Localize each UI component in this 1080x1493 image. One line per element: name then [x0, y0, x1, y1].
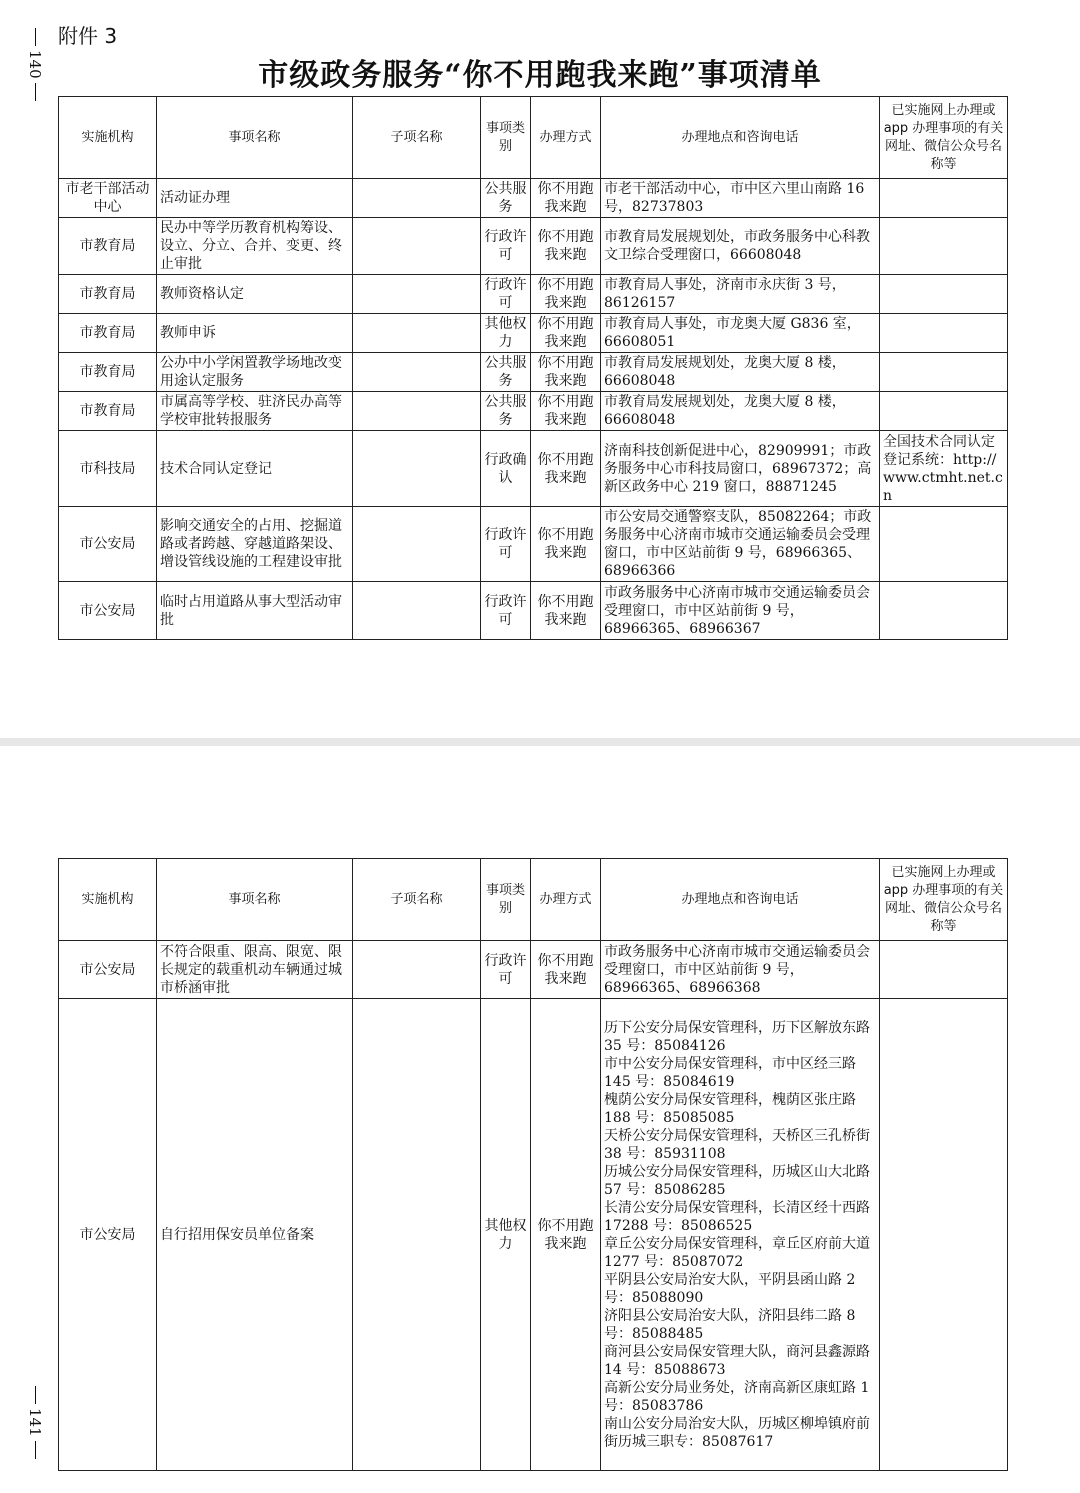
header-agency: 实施机构 — [59, 859, 157, 941]
location-entry: 章丘公安分局保安管理科，章丘区府前大道 1277 号：85087072 — [604, 1235, 870, 1270]
cell-item: 活动证办理 — [157, 179, 353, 218]
cell-method: 你不用跑我来跑 — [531, 999, 601, 1471]
cell-category: 公共服务 — [481, 179, 531, 218]
cell-location: 市教育局发展规划处，市政务服务中心科教文卫综合受理窗口，66608048 — [601, 218, 880, 275]
header-subitem-name: 子项名称 — [353, 859, 481, 941]
header-category: 事项类别 — [481, 859, 531, 941]
cell-agency: 市科技局 — [59, 431, 157, 507]
cell-online — [880, 179, 1008, 218]
location-entry: 天桥公安分局保安管理科，天桥区三孔桥街 38 号：85931108 — [604, 1127, 870, 1162]
cell-sub — [353, 941, 481, 999]
cell-method: 你不用跑我来跑 — [531, 275, 601, 314]
cell-method: 你不用跑我来跑 — [531, 218, 601, 275]
cell-item: 技术合同认定登记 — [157, 431, 353, 507]
header-agency: 实施机构 — [59, 97, 157, 179]
cell-agency: 市教育局 — [59, 353, 157, 392]
cell-online — [880, 353, 1008, 392]
cell-location: 市教育局人事处，济南市永庆街 3 号，86126157 — [601, 275, 880, 314]
cell-sub — [353, 353, 481, 392]
cell-location: 市教育局发展规划处，龙奥大厦 8 楼，66608048 — [601, 392, 880, 431]
cell-agency: 市公安局 — [59, 941, 157, 999]
cell-location: 市政务服务中心济南市城市交通运输委员会受理窗口，市中区站前街 9 号，68966365、68966368 — [601, 941, 880, 999]
cell-agency: 市公安局 — [59, 999, 157, 1471]
cell-category: 其他权力 — [481, 314, 531, 353]
cell-item: 教师申诉 — [157, 314, 353, 353]
cell-method: 你不用跑我来跑 — [531, 392, 601, 431]
cell-location: 市教育局人事处，市龙奥大厦 G836 室，66608051 — [601, 314, 880, 353]
cell-online: 全国技术合同认定登记系统：http://www.ctmht.net.cn — [880, 431, 1008, 507]
cell-agency: 市教育局 — [59, 314, 157, 353]
header-online-service: 已实施网上办理或app 办理事项的有关网址、微信公众号名称等 — [880, 859, 1008, 941]
cell-online — [880, 507, 1008, 582]
cell-location: 市教育局发展规划处，龙奥大厦 8 楼，66608048 — [601, 353, 880, 392]
items-table-continued — [58, 858, 1008, 1471]
cell-online — [880, 218, 1008, 275]
table-row — [59, 275, 1008, 314]
cell-item: 民办中等学历教育机构筹设、设立、分立、合并、变更、终止审批 — [157, 218, 353, 275]
location-entry: 历城公安分局保安管理科，历城区山大北路 57 号：85086285 — [604, 1163, 870, 1198]
header-item-name: 事项名称 — [157, 97, 353, 179]
table-row — [59, 582, 1008, 640]
page-separator — [0, 738, 1080, 746]
page-number-text: 140 — [26, 50, 44, 79]
cell-online — [880, 999, 1008, 1471]
table-row — [59, 179, 1008, 218]
cell-sub — [353, 179, 481, 218]
cell-method: 你不用跑我来跑 — [531, 314, 601, 353]
cell-agency: 市公安局 — [59, 582, 157, 640]
cell-category: 公共服务 — [481, 392, 531, 431]
header-online-service: 已实施网上办理或app 办理事项的有关网址、微信公众号名称等 — [880, 97, 1008, 179]
table-row — [59, 431, 1008, 507]
location-entry: 槐荫公安分局保安管理科，槐荫区张庄路 188 号：85085085 — [604, 1091, 856, 1126]
cell-online — [880, 392, 1008, 431]
cell-item: 影响交通安全的占用、挖掘道路或者跨越、穿越道路架设、增设管线设施的工程建设审批 — [157, 507, 353, 582]
location-entry: 济阳县公安局治安大队，济阳县纬二路 8 号：85088485 — [604, 1307, 856, 1342]
cell-agency: 市老干部活动中心 — [59, 179, 157, 218]
cell-online — [880, 941, 1008, 999]
attachment-label: 附件 3 — [58, 24, 118, 48]
cell-location: 市老干部活动中心，市中区六里山南路 16 号，82737803 — [601, 179, 880, 218]
page-number — [18, 1386, 52, 1459]
header-category: 事项类别 — [481, 97, 531, 179]
cell-sub — [353, 431, 481, 507]
header-item-name: 事项名称 — [157, 859, 353, 941]
table-row — [59, 314, 1008, 353]
table-row — [59, 218, 1008, 275]
header-location-phone: 办理地点和咨询电话 — [601, 97, 880, 179]
cell-category: 行政确认 — [481, 431, 531, 507]
table-row — [59, 941, 1008, 999]
cell-sub — [353, 582, 481, 640]
location-entry: 市中公安分局保安管理科，市中区经三路 145 号：85084619 — [604, 1055, 856, 1090]
cell-method: 你不用跑我来跑 — [531, 353, 601, 392]
location-entry: 平阴县公安局治安大队，平阴县函山路 2 号：85088090 — [604, 1271, 856, 1306]
document-page-140 — [0, 0, 1080, 738]
cell-item: 公办中小学闲置教学场地改变用途认定服务 — [157, 353, 353, 392]
cell-method: 你不用跑我来跑 — [531, 507, 601, 582]
cell-location: 市公安局交通警察支队，85082264；市政务服务中心济南市城市交通运输委员会受理窗口，市中区站前街 9 号，68966365、68966366 — [601, 507, 880, 582]
cell-sub — [353, 314, 481, 353]
location-entry: 南山公安分局治安大队，历城区柳埠镇府前街历城三职专：85087617 — [604, 1415, 870, 1450]
location-entry: 高新公安分局业务处，济南高新区康虹路 1 号：85083786 — [604, 1379, 870, 1414]
cell-online — [880, 582, 1008, 640]
document-title: 市级政务服务“你不用跑我来跑”事项清单 — [258, 58, 822, 93]
cell-online — [880, 314, 1008, 353]
cell-item: 教师资格认定 — [157, 275, 353, 314]
cell-agency: 市教育局 — [59, 392, 157, 431]
cell-agency: 市教育局 — [59, 275, 157, 314]
cell-sub — [353, 507, 481, 582]
table-row — [59, 392, 1008, 431]
cell-category: 其他权力 — [481, 999, 531, 1471]
cell-method: 你不用跑我来跑 — [531, 582, 601, 640]
header-method: 办理方式 — [531, 97, 601, 179]
cell-category: 行政许可 — [481, 582, 531, 640]
table-row — [59, 353, 1008, 392]
location-entry: 商河县公安局保安管理大队，商河县鑫源路 14 号：85088673 — [604, 1343, 870, 1378]
header-method: 办理方式 — [531, 859, 601, 941]
cell-item: 临时占用道路从事大型活动审批 — [157, 582, 353, 640]
cell-location: 济南科技创新促进中心，82909991；市政务服务中心市科技局窗口，68967372；高新区政务中心 219 窗口，88871245 — [601, 431, 880, 507]
cell-item: 不符合限重、限高、限宽、限长规定的载重机动车辆通过城市桥涵审批 — [157, 941, 353, 999]
cell-item: 市属高等学校、驻济民办高等学校审批转报服务 — [157, 392, 353, 431]
cell-agency: 市教育局 — [59, 218, 157, 275]
location-entry: 长清公安分局保安管理科，长清区经十西路 17288 号：85086525 — [604, 1199, 870, 1234]
cell-method: 你不用跑我来跑 — [531, 431, 601, 507]
cell-method: 你不用跑我来跑 — [531, 179, 601, 218]
location-entry: 历下公安分局保安管理科，历下区解放东路 35 号：85084126 — [604, 1019, 870, 1054]
cell-sub — [353, 275, 481, 314]
cell-category: 行政许可 — [481, 507, 531, 582]
cell-agency: 市公安局 — [59, 507, 157, 582]
cell-category: 行政许可 — [481, 275, 531, 314]
cell-location: 市政务服务中心济南市城市交通运输委员会受理窗口，市中区站前街 9 号，68966365、68966367 — [601, 582, 880, 640]
cell-location-list — [601, 999, 880, 1471]
document-page-141 — [0, 746, 1080, 1493]
table-row — [59, 507, 1008, 582]
items-table — [58, 96, 1008, 640]
header-subitem-name: 子项名称 — [353, 97, 481, 179]
cell-category: 行政许可 — [481, 218, 531, 275]
cell-item: 自行招用保安员单位备案 — [157, 999, 353, 1471]
page-number-text: 141 — [26, 1408, 44, 1437]
table-row — [59, 999, 1008, 1471]
cell-online — [880, 275, 1008, 314]
cell-sub — [353, 392, 481, 431]
cell-category: 行政许可 — [481, 941, 531, 999]
cell-category: 公共服务 — [481, 353, 531, 392]
cell-sub — [353, 218, 481, 275]
cell-sub — [353, 999, 481, 1471]
cell-method: 你不用跑我来跑 — [531, 941, 601, 999]
header-location-phone: 办理地点和咨询电话 — [601, 859, 880, 941]
